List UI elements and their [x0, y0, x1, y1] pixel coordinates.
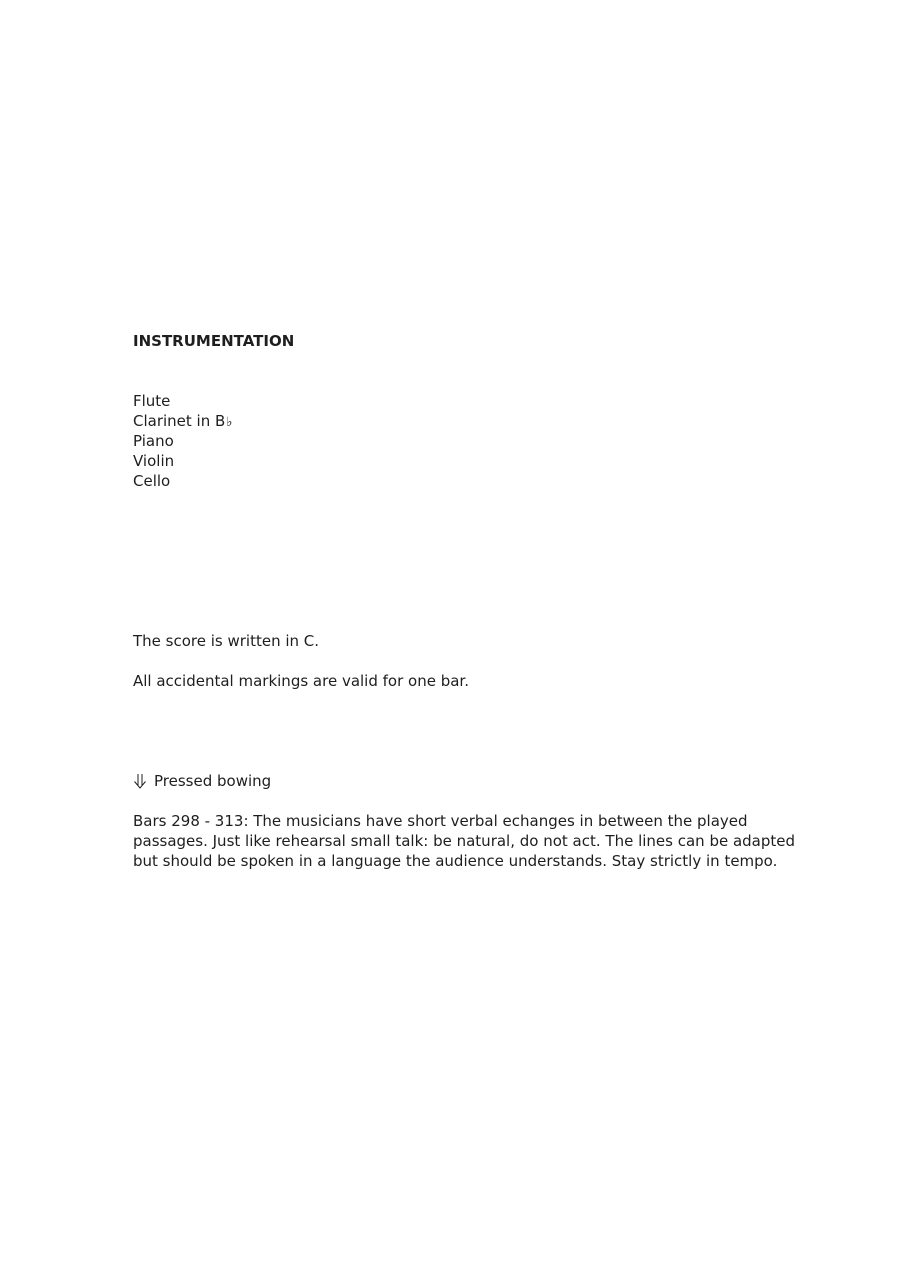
instrument-item — [133, 451, 232, 471]
pressed-bowing-legend — [133, 771, 271, 791]
instrument-item — [133, 391, 232, 411]
score-key-note: The score is written in C. — [133, 632, 320, 650]
score-page — [133, 0, 803, 1274]
bars-instructions: Bars 298 - 313: The musicians have short verbal echanges in between the played passages. Just like rehearsal small talk: be natural, do not act. The lines can be adapted but should be spoken in a language the audience understands. Stay strictly in tempo. — [133, 812, 796, 870]
instrumentation-heading: INSTRUMENTATION — [133, 332, 295, 350]
accidental-note: All accidental markings are valid for one bar. — [133, 672, 469, 690]
instrument-name: Cello — [133, 472, 171, 490]
instrument-name: Piano — [133, 432, 174, 450]
instrument-item — [133, 431, 232, 451]
instrument-item — [133, 411, 232, 431]
flat-sign: ♭ — [226, 415, 233, 430]
instrument-name: Clarinet in B — [133, 412, 226, 430]
pressed-bowing-arrow-icon — [133, 773, 147, 789]
instrument-item — [133, 471, 232, 491]
instrument-list — [133, 391, 232, 491]
instrument-name: Violin — [133, 452, 175, 470]
pressed-bowing-label: Pressed bowing — [154, 772, 272, 790]
instrument-name: Flute — [133, 392, 171, 410]
